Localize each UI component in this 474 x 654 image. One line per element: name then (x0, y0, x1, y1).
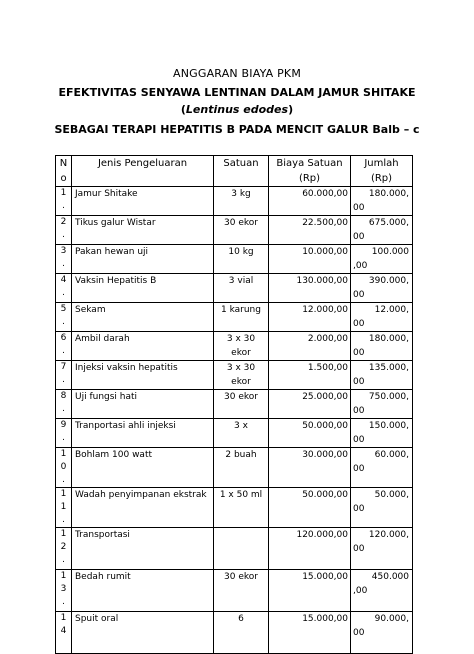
cell-item: Bohlam 100 watt (72, 448, 214, 488)
cell-item: Vaksin Hepatitis B (72, 274, 214, 303)
cell-number: 9 . (56, 419, 72, 448)
cell-number: 6 . (56, 332, 72, 361)
table-row (56, 332, 413, 361)
cell-total: 100.000 ,00 (351, 245, 413, 274)
cell-item: Tranportasi ahli injeksi (72, 419, 214, 448)
cell-total: 90.000, 00 (351, 612, 413, 654)
table-row (56, 528, 413, 570)
table-row (56, 274, 413, 303)
table-row (56, 390, 413, 419)
cell-unit-price: 12.000,00 (269, 303, 351, 332)
header-no: N o (56, 156, 72, 187)
cell-item: Transportasi (72, 528, 214, 570)
title-line-3 (0, 103, 474, 116)
cell-unit-price: 25.000,00 (269, 390, 351, 419)
cell-number: 8 . (56, 390, 72, 419)
cell-unit: 3 vial (214, 274, 269, 303)
cell-unit-price: 10.000,00 (269, 245, 351, 274)
cell-unit-price: 50.000,00 (269, 419, 351, 448)
header-unit-price: Biaya Satuan (Rp) (269, 156, 351, 187)
cell-total: 750.000, 00 (351, 390, 413, 419)
cell-total: 450.000 ,00 (351, 570, 413, 612)
table-row (56, 570, 413, 612)
cell-total: 180.000, 00 (351, 187, 413, 216)
cell-unit: 3 x (214, 419, 269, 448)
cell-unit-price: 60.000,00 (269, 187, 351, 216)
cell-unit: 30 ekor (214, 570, 269, 612)
cell-unit-price: 1.500,00 (269, 361, 351, 390)
cell-unit: 3 kg (214, 187, 269, 216)
cell-total: 120.000, 00 (351, 528, 413, 570)
cell-number: 3 . (56, 245, 72, 274)
table-header-row (56, 156, 413, 187)
cell-number: 1 1 . (56, 488, 72, 528)
cell-item: Injeksi vaksin hepatitis (72, 361, 214, 390)
title-line-1: ANGGARAN BIAYA PKM (172, 67, 302, 80)
cell-unit: 3 x 30 ekor (214, 332, 269, 361)
cell-unit-price: 22.500,00 (269, 216, 351, 245)
table-row (56, 303, 413, 332)
title-paren-close: ) (288, 103, 294, 116)
cell-unit-price: 2.000,00 (269, 332, 351, 361)
cell-unit: 30 ekor (214, 390, 269, 419)
table-row (56, 419, 413, 448)
header-total: Jumlah (Rp) (351, 156, 413, 187)
table-row (56, 245, 413, 274)
cell-total: 12.000, 00 (351, 303, 413, 332)
header-unit: Satuan (214, 156, 269, 187)
title-line-4: SEBAGAI TERAPI HEPATITIS B PADA MENCIT GALUR Balb – c (54, 123, 420, 136)
table-row (56, 488, 413, 528)
cell-total: 60.000, 00 (351, 448, 413, 488)
cell-number: 1 . (56, 187, 72, 216)
cell-number: 4 . (56, 274, 72, 303)
cell-number: 5 . (56, 303, 72, 332)
cell-unit: 10 kg (214, 245, 269, 274)
cell-total: 135.000, 00 (351, 361, 413, 390)
cell-number: 1 4 (56, 612, 72, 654)
cell-number: 1 2 . (56, 528, 72, 570)
title-line-2: EFEKTIVITAS SENYAWA LENTINAN DALAM JAMUR SHITAKE (58, 86, 416, 99)
table-row (56, 448, 413, 488)
cell-total: 50.000, 00 (351, 488, 413, 528)
cell-item: Jamur Shitake (72, 187, 214, 216)
cell-unit: 3 x 30 ekor (214, 361, 269, 390)
cell-unit: 2 buah (214, 448, 269, 488)
cell-total: 180.000, 00 (351, 332, 413, 361)
cell-unit-price: 15.000,00 (269, 612, 351, 654)
cell-number: 1 3 . (56, 570, 72, 612)
cell-unit-price: 120.000,00 (269, 528, 351, 570)
cell-unit-price: 50.000,00 (269, 488, 351, 528)
cell-unit: 1 x 50 ml (214, 488, 269, 528)
title-paren-open: ( (180, 103, 186, 116)
cell-number: 7 . (56, 361, 72, 390)
cell-unit-price: 130.000,00 (269, 274, 351, 303)
table-row (56, 187, 413, 216)
cell-number: 1 0 . (56, 448, 72, 488)
cell-unit (214, 528, 269, 570)
table-row (56, 612, 413, 654)
cell-item: Tikus galur Wistar (72, 216, 214, 245)
cell-unit: 30 ekor (214, 216, 269, 245)
cell-item: Spuit oral (72, 612, 214, 654)
cell-unit-price: 30.000,00 (269, 448, 351, 488)
header-item: Jenis Pengeluaran (72, 156, 214, 187)
budget-table (55, 155, 413, 654)
cell-item: Bedah rumit (72, 570, 214, 612)
table-row (56, 361, 413, 390)
cell-total: 675.000, 00 (351, 216, 413, 245)
cell-item: Pakan hewan uji (72, 245, 214, 274)
cell-total: 390.000, 00 (351, 274, 413, 303)
cell-item: Wadah penyimpanan ekstrak (72, 488, 214, 528)
cell-item: Uji fungsi hati (72, 390, 214, 419)
title-species-italic: Lentinus edodes (185, 103, 289, 116)
cell-unit: 1 karung (214, 303, 269, 332)
cell-unit-price: 15.000,00 (269, 570, 351, 612)
cell-unit: 6 (214, 612, 269, 654)
cell-item: Sekam (72, 303, 214, 332)
table-row (56, 216, 413, 245)
cell-total: 150.000, 00 (351, 419, 413, 448)
cell-number: 2 . (56, 216, 72, 245)
cell-item: Ambil darah (72, 332, 214, 361)
